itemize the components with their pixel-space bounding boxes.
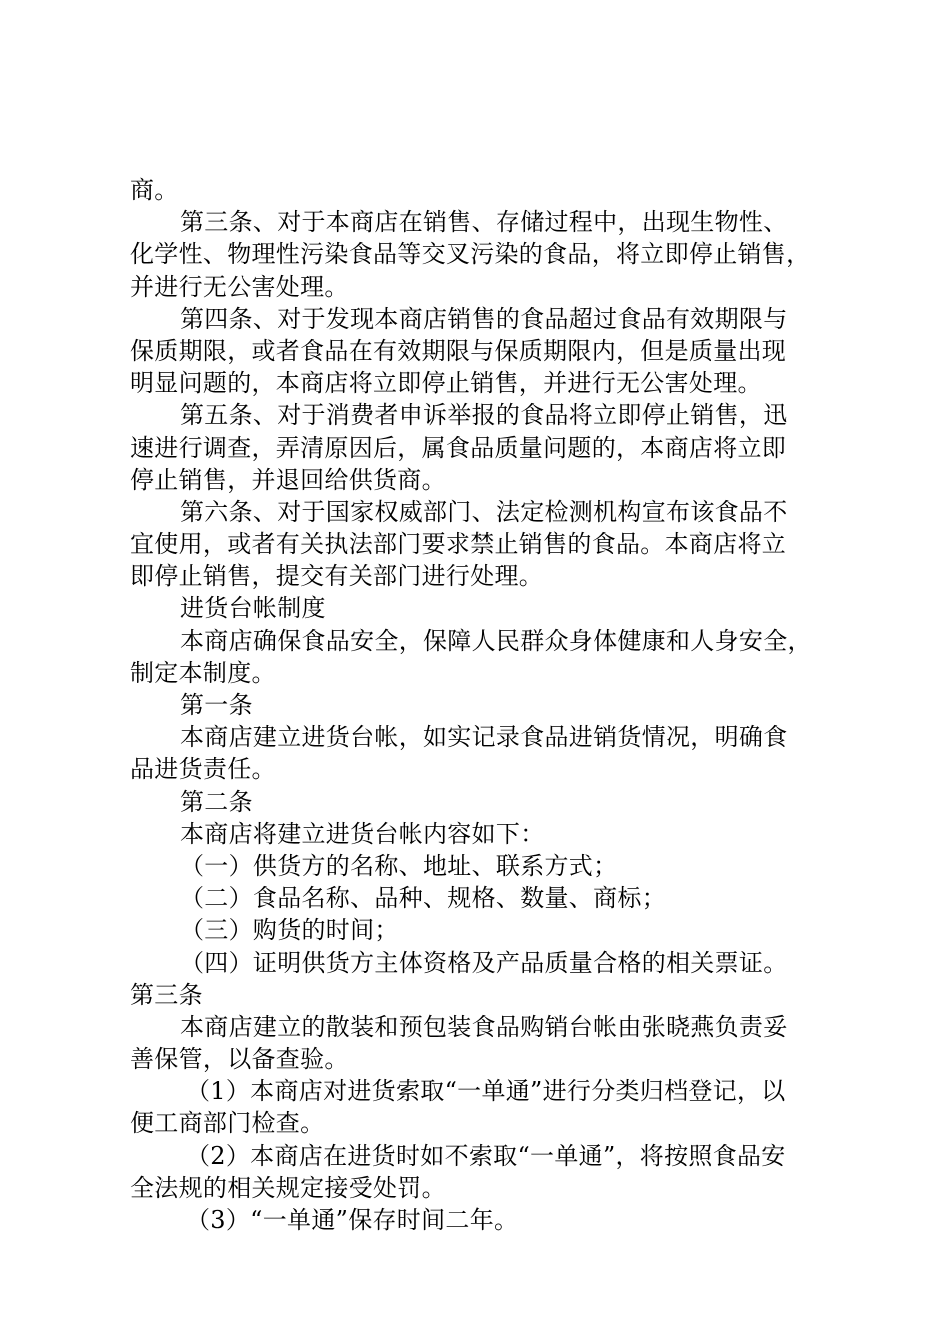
paragraph-line: 本商店建立进货台帐，如实记录食品进销货情况，明确食 [180,723,788,752]
paragraph-line: 停止销售，并退回给供货商。 [130,465,446,494]
list-item: （1）本商店对进货索取“一单通”进行分类归档登记，以 [186,1077,786,1106]
list-item: （四）证明供货方主体资格及产品质量合格的相关票证。 [180,948,788,977]
list-item: （3）“一单通”保存时间二年。 [186,1206,519,1234]
list-item: （一）供货方的名称、地址、联系方式； [180,851,618,880]
paragraph-line: 保质期限，或者食品在有效期限与保质期限内，但是质量出现 [130,336,787,365]
article-4-line: 第四条、对于发现本商店销售的食品超过食品有效期限与 [180,304,788,333]
paragraph-line: 并进行无公害处理。 [130,272,349,301]
paragraph-line: 全法规的相关规定接受处罚。 [130,1173,446,1202]
paragraph-line: 制定本制度。 [130,658,276,687]
article-5-line: 第五条、对于消费者申诉举报的食品将立即停止销售，迅 [180,401,788,430]
paragraph-line: 商。 [130,176,179,204]
intro-line: 本商店确保食品安全，保障人民群众身体健康和人身安全， [180,626,812,655]
paragraph-line: 明显问题的，本商店将立即停止销售，并进行无公害处理。 [130,369,762,398]
document-body [130,174,840,1236]
article-6-line: 第六条、对于国家权威部门、法定检测机构宣布该食品不 [180,497,788,526]
article-heading: 第二条 [180,787,253,816]
paragraph-line: 善保管，以备查验。 [130,1045,349,1074]
paragraph-line: 便工商部门检查。 [130,1109,325,1138]
list-item: （二）食品名称、品种、规格、数量、商标； [180,884,666,913]
paragraph-line: 本商店建立的散装和预包装食品购销台帐由张晓燕负责妥 [180,1012,788,1041]
paragraph-line: 品进货责任。 [130,755,276,784]
paragraph-line: 速进行调查，弄清原因后，属食品质量问题的，本商店将立即 [130,433,787,462]
paragraph-line: 宜使用，或者有关执法部门要求禁止销售的食品。本商店将立 [130,530,787,559]
article-3-line: 第三条、对于本商店在销售、存储过程中，出现生物性、 [180,208,788,237]
paragraph-line: 即停止销售，提交有关部门进行处理。 [130,562,544,591]
section-heading: 进货台帐制度 [180,594,326,623]
list-item: （三）购货的时间； [180,916,399,945]
paragraph-line: 化学性、物理性污染食品等交叉污染的食品，将立即停止销售， [130,240,811,269]
article-heading: 第三条 [130,980,203,1009]
paragraph-line: 本商店将建立进货台帐内容如下： [180,819,545,848]
list-item: （2）本商店在进货时如不索取“一单通”，将按照食品安 [186,1141,786,1170]
article-heading: 第一条 [180,691,253,719]
